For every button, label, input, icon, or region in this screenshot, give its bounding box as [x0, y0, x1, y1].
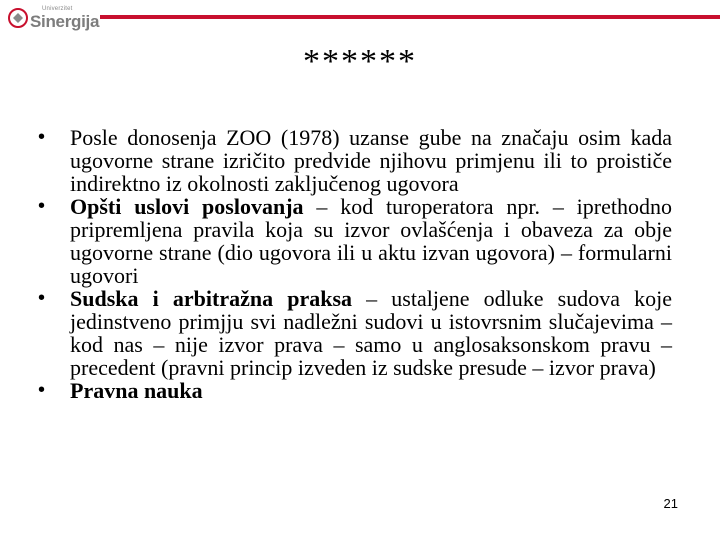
- bullet-text: Posle donosenja ZOO (1978) uzanse gube na značaju osim kada ugovorne strane izričito predvide njihovu primjenu ili to proističe indirektno iz okolnosti zaključenog ugovora: [70, 125, 672, 196]
- bullet-heading: Sudska i arbitražna praksa: [70, 286, 353, 311]
- bullet-text: – kod turoperatora npr. – iprethodno pripremljena pravila koja su izvor ovlašćenja i obaveza za obje ugovorne strane (dio ugovora ili u aktu izvan ugovora) – formularni ugovori: [70, 194, 672, 288]
- header-divider: [100, 15, 720, 19]
- page-number: 21: [663, 496, 678, 511]
- bullet-icon: •: [38, 126, 46, 148]
- logo-university-text: Univerzitet: [42, 6, 73, 12]
- bullet-item: [38, 126, 672, 195]
- bullet-heading: Opšti uslovi poslovanja: [70, 194, 304, 219]
- bullet-text: – ustaljene odluke sudova koje jedinstveno primjju svi nadležni sudovi u istovrsnim slučajevima – kod nas – nije izvor prava – samo u anglosaksonskom pravu – precedent (pravni princip izveden iz sudske presude – izvor prava): [70, 286, 672, 380]
- bullet-icon: •: [38, 195, 46, 217]
- slide-header: [0, 0, 720, 40]
- logo-name: Sinergija: [30, 12, 100, 31]
- bullet-item: [38, 287, 672, 379]
- bullet-item: [38, 195, 672, 287]
- university-logo: [8, 6, 100, 32]
- bullet-icon: •: [38, 379, 46, 401]
- bullet-heading: Pravna nauka: [70, 378, 203, 403]
- logo-mark-icon: [8, 8, 28, 28]
- bullet-list: [38, 126, 672, 402]
- bullet-icon: •: [38, 287, 46, 309]
- slide-title: ******: [303, 43, 417, 80]
- bullet-item: [38, 379, 672, 402]
